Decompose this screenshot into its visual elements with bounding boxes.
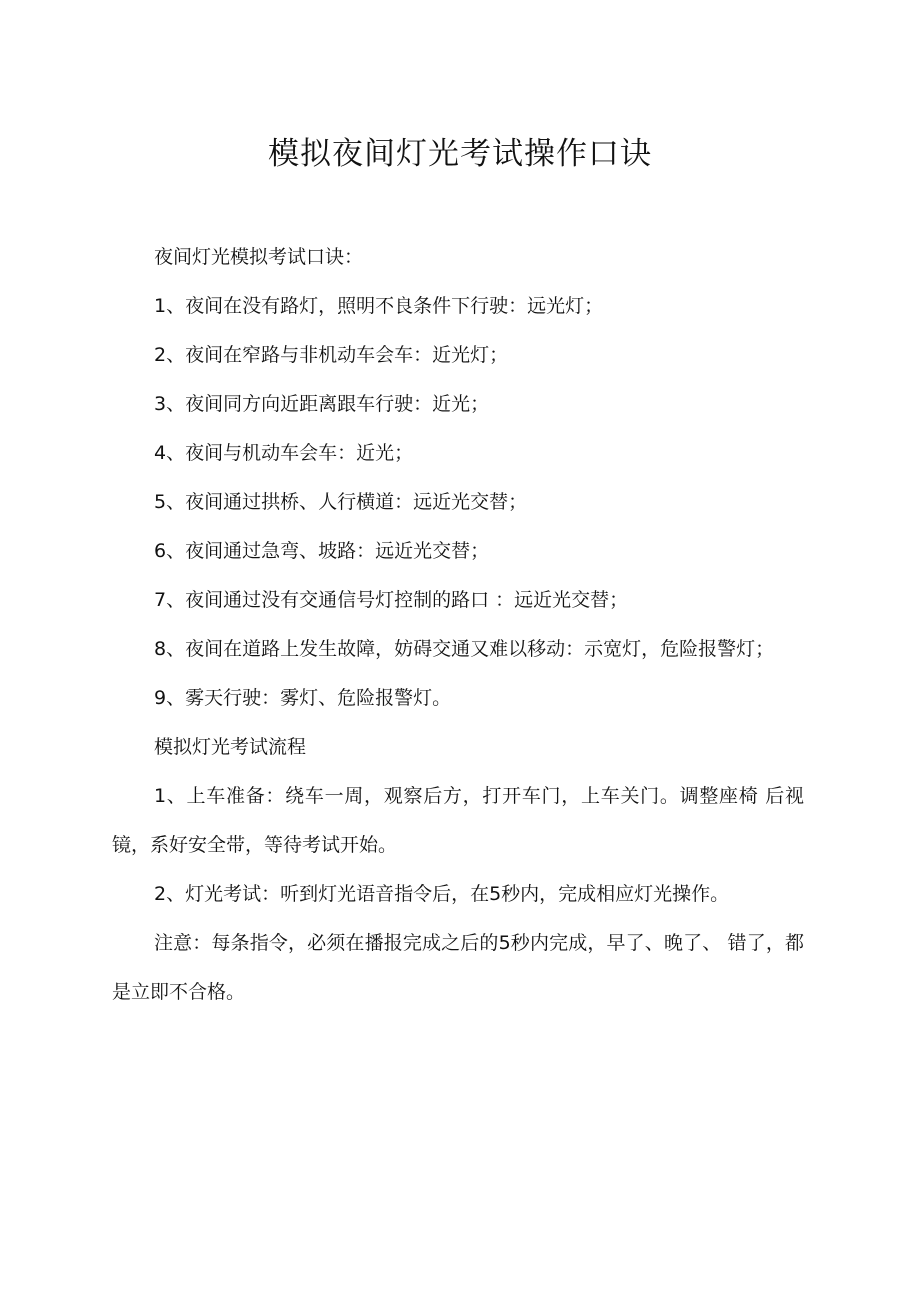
paragraph-item-4: 4、夜间与机动车会车：近光； [154,442,414,464]
paragraph-item-2: 2、夜间在窄路与非机动车会车：近光灯； [154,344,509,366]
paragraph-item-1: 1、夜间在没有路灯，照明不良条件下行驶：远光灯； [154,295,604,317]
document-title: 模拟夜间灯光考试操作口诀 [268,136,652,172]
paragraph-note: 注意：每条指令，必须在播报完成之后的5秒内完成，早了、晚了、 错了，都是立即不合格。 [112,932,804,1003]
paragraph-intro: 夜间灯光模拟考试口诀： [154,246,364,268]
section-heading-process: 模拟灯光考试流程 [154,736,307,758]
paragraph-item-9: 9、雾天行驶：雾灯、危险报警灯。 [154,687,452,709]
paragraph-process-1: 1、上车准备：绕车一周，观察后方，打开车门，上车关门。调整座椅 后视镜，系好安全带，等待考试开始。 [112,785,804,856]
document-body [112,233,804,1017]
paragraph-item-7: 7、夜间通过没有交通信号灯控制的路口 ：远近光交替； [154,589,629,611]
paragraph-item-8: 8、夜间在道路上发生故障，妨碍交通又难以移动：示宽灯，危险报警灯； [154,638,775,660]
paragraph-item-3: 3、夜间同方向近距离跟车行驶：近光； [154,393,490,415]
paragraph-item-6: 6、夜间通过急弯、坡路：远近光交替； [154,540,490,562]
paragraph-item-5: 5、夜间通过拱桥、人行横道：远近光交替； [154,491,528,513]
paragraph-process-2: 2、灯光考试：听到灯光语音指令后，在5秒内，完成相应灯光操作。 [154,883,730,905]
